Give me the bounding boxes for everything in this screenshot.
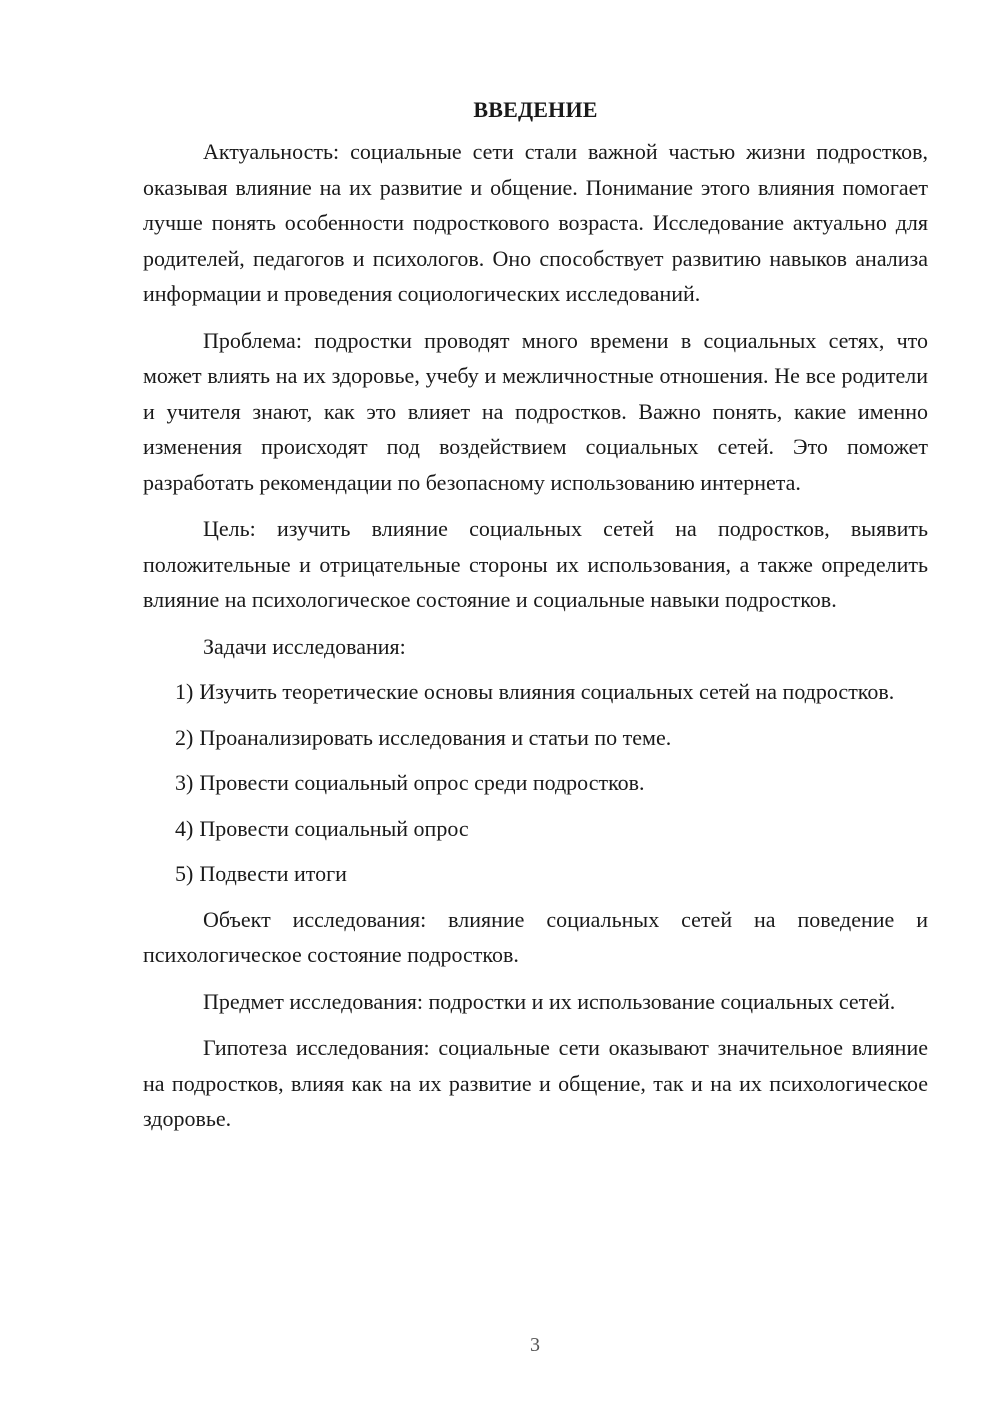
paragraph-problem: Проблема: подростки проводят много времени в социальных сетях, что может влиять на их здоровье, учебу и межличностные отношения. Не все родители и учителя знают, как это влияет на подростков. Важно понять, какие именно изменения происходят под воздействием социальных сетей. Это поможет разработать рекомендации по безопасному использованию интернета. — [143, 327, 928, 495]
list-item-text: Изучить теоретические основы влияния социальных сетей на подростков. — [199, 679, 895, 704]
paragraph-goal: Цель: изучить влияние социальных сетей на подростков, выявить положительные и отрицательные стороны их использования, а также определить влияние на психологическое состояние и социальные навыки подростков. — [143, 516, 928, 612]
page-title: ВВЕДЕНИЕ — [473, 97, 598, 122]
list-item-text: Проанализировать исследования и статьи по теме. — [199, 724, 672, 750]
tasks-heading: Задачи исследования: — [203, 633, 406, 659]
list-item-number: 1) — [175, 679, 194, 704]
paragraph-object: Объект исследования: влияние социальных сетей на поведение и психологическое состояние подростков. — [143, 906, 928, 967]
paragraph-hypothesis: Гипотеза исследования: социальные сети оказывают значительное влияние на подростков, влияя как на их развитие и общение, так и на их психологическое здоровье. — [143, 1035, 928, 1131]
list-item-number: 3) — [175, 770, 194, 795]
list-item-text: Провести социальный опрос среди подростков. — [199, 770, 645, 795]
paragraph-subject: Предмет исследования: подростки и их использование социальных сетей. — [203, 988, 896, 1014]
list-item-text: Провести социальный опрос — [199, 815, 469, 841]
list-item-number: 2) — [175, 724, 194, 750]
list-item — [143, 856, 928, 892]
list-item-number: 5) — [175, 861, 194, 886]
list-item-text: Подвести итоги — [199, 861, 347, 886]
list-item — [143, 720, 928, 756]
list-item — [143, 811, 928, 847]
document-page — [143, 92, 928, 1148]
list-item-number: 4) — [175, 815, 194, 841]
page-number: 3 — [530, 1334, 540, 1356]
list-item — [143, 765, 928, 801]
tasks-list — [143, 674, 928, 892]
list-item — [143, 674, 928, 710]
paragraph-relevance: Актуальность: социальные сети стали важной частью жизни подростков, оказывая влияние на их развитие и общение. Понимание этого влияния помогает лучше понять особенности подросткового возраста. Исследование актуально для родителей, педагогов и психологов. Оно способствует развитию навыков анализа информации и проведения социологических исследований. — [143, 139, 928, 306]
